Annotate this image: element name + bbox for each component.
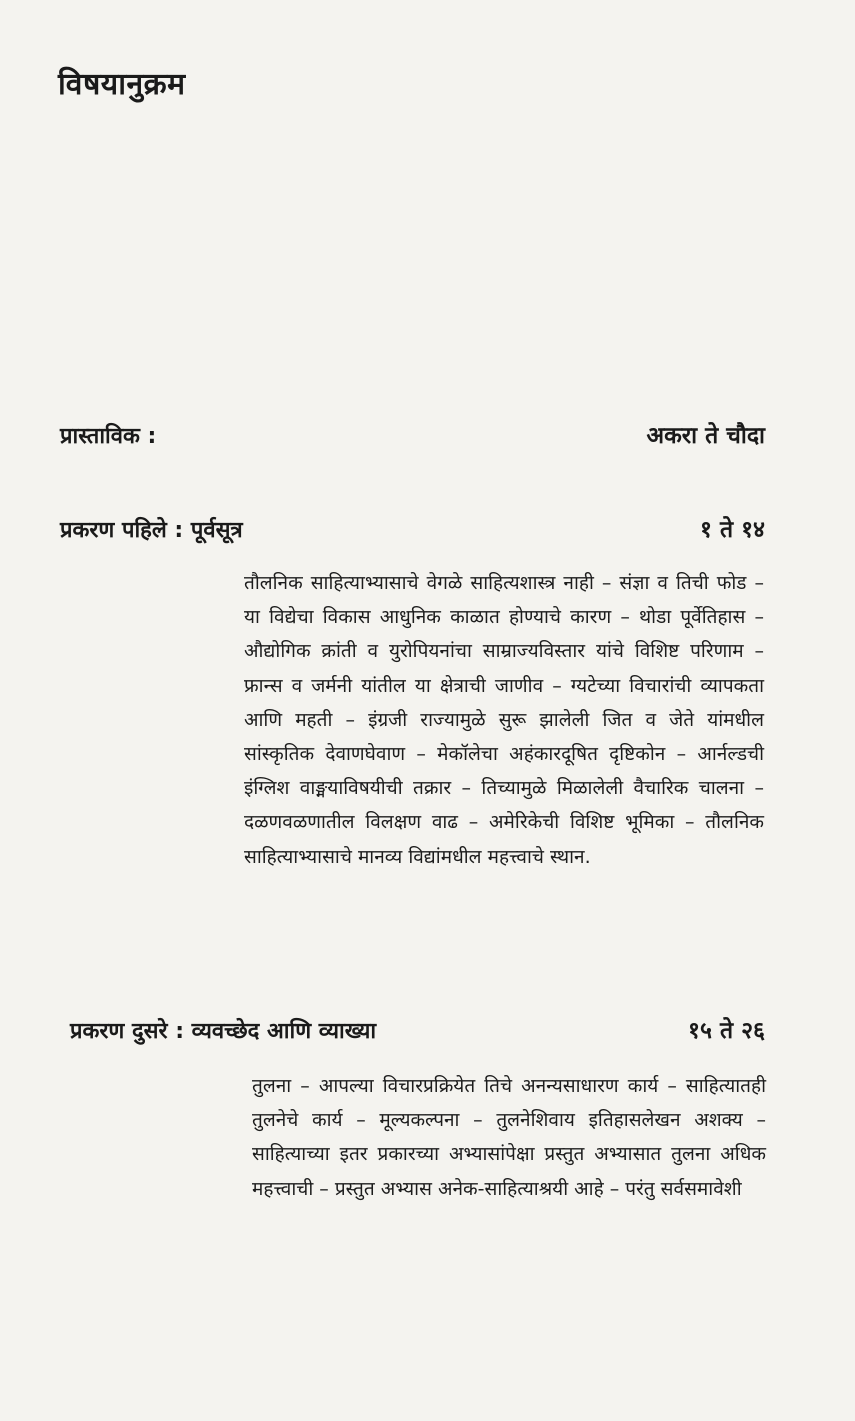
entry-page-range: १५ ते २६ xyxy=(688,1018,765,1044)
entry-summary: तुलना – आपल्या विचारप्रक्रियेत तिचे अनन्यसाधारण कार्य – साहित्यातही तुलनेचे कार्य – मूल्यकल्पना – तुलनेशिवाय इतिहासलेखन अशक्य – साहित्याच्या इतर प्रकारच्या अभ्यासांपेक्षा प्रस्तुत अभ्यासात तुलना अधिक महत्त्वाची – प्रस्तुत अभ्यास अनेक-साहित्याश्रयी आहे – परंतु सर्वसमावेशी xyxy=(252,1075,766,1200)
entry-label: प्रकरण दुसरे : व्यवच्छेद आणि व्याख्या xyxy=(70,1019,377,1044)
entry-page-range: अकरा ते चौदा xyxy=(646,423,765,449)
entry-label: प्रास्ताविक : xyxy=(60,424,157,449)
entry-summary: तौलनिक साहित्याभ्यासाचे वेगळे साहित्यशास्त्र नाही – संज्ञा व तिची फोड – या विद्येचा विकास आधुनिक काळात होण्याचे कारण – थोडा पूर्वेतिहास – औद्योगिक क्रांती व युरोपियनांचा साम्राज्यविस्तार यांचे विशिष्ट परिणाम – फ्रान्स व जर्मनी यांतील या क्षेत्राची जाणीव – ग्यटेच्या विचारांची व्यापकता आणि महती – इंग्रजी राज्यामुळे सुरू झालेली जित व जेते यांमधील सांस्कृतिक देवाणघेवाण – मेकॉलेचा अहंकारदूषित दृष्टिकोन – आर्नल्डची इंग्लिश वाङ्मयाविषयीची तक्रार – तिच्यामुळे मिळालेली वैचारिक चालना – दळणवळणातील विलक्षण वाढ – अमेरिकेची विशिष्ट भूमिका – तौलनिक साहित्याभ्यासाचे मानव्य विद्यांमधील महत्त्वाचे स्थान. xyxy=(244,572,764,868)
toc-entry-chapter-1 xyxy=(60,512,765,544)
toc-entry-prastavik xyxy=(60,418,765,450)
entry-label: प्रकरण पहिले : पूर्वसूत्र xyxy=(60,518,243,543)
entry-page-range: १ ते १४ xyxy=(699,517,765,543)
page-title: विषयानुक्रम xyxy=(58,67,186,102)
toc-entry-chapter-2 xyxy=(70,1013,765,1045)
